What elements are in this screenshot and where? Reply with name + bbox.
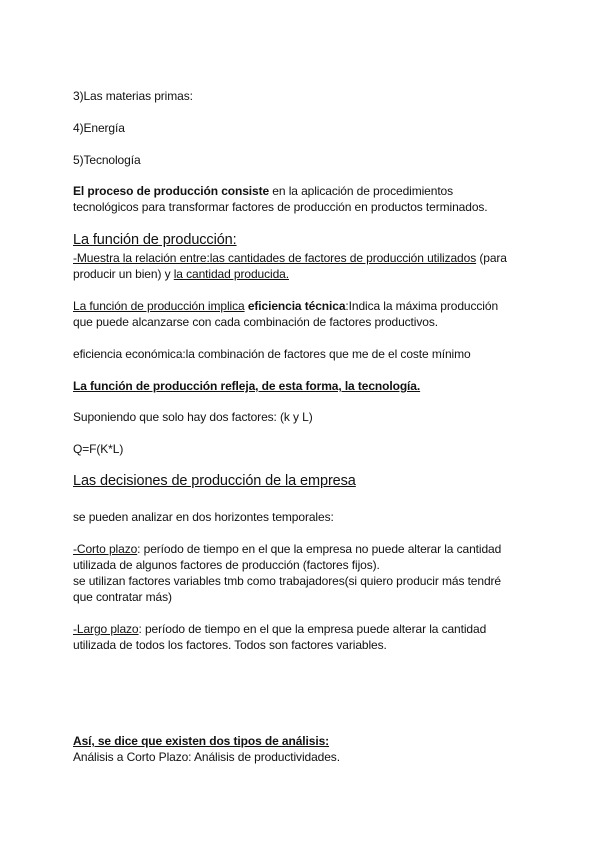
- underlined-phrase: La función de producción implica: [73, 299, 245, 313]
- underlined-phrase: -Muestra la relación entre:las cantidades de factores de producción utilizados: [73, 251, 477, 265]
- paragraph-analisis-corto-plazo: Análisis a Corto Plazo: Análisis de productividades.: [73, 750, 340, 764]
- list-item-energia: 4)Energía: [73, 121, 125, 135]
- paragraph-proceso-line-1: [73, 183, 453, 199]
- paragraph-largo-plazo-line-2: utilizada de todos los factores. Todos son factores variables.: [73, 638, 387, 652]
- heading-tipos-analisis: Así, se dice que existen dos tipos de análisis:: [73, 734, 330, 748]
- paragraph-suponiendo: Suponiendo que solo hay dos factores: (k y L): [73, 410, 313, 424]
- paragraph-muestra-line-2: [73, 266, 289, 282]
- bold-phrase: eficiencia técnica: [247, 299, 346, 313]
- heading-decisiones-produccion: Las decisiones de producción de la empresa: [73, 473, 356, 489]
- paragraph-horizontes: se pueden analizar en dos horizontes temporales:: [73, 510, 334, 524]
- list-item-materias-primas: 3)Las materias primas:: [73, 89, 193, 103]
- text-span: :Indica la máxima producción: [345, 299, 499, 313]
- paragraph-implica-line-1: [73, 298, 498, 314]
- paragraph-muestra-line-1: [73, 250, 507, 266]
- paragraph-proceso-line-2: tecnológicos para transformar factores de producción en productos terminados.: [73, 200, 488, 214]
- text-span: en la aplicación de procedimientos: [269, 184, 454, 198]
- text-span: : período de tiempo en el que la empresa puede alterar la cantidad: [138, 622, 487, 636]
- paragraph-formula: Q=F(K*L): [73, 442, 124, 456]
- paragraph-corto-plazo-line-3: se utilizan factores variables tmb como trabajadores(si quiero producir más tendré: [73, 574, 502, 588]
- paragraph-implica-line-2: que puede alcanzarse con cada combinación de factores productivos.: [73, 315, 438, 329]
- bold-phrase: El proceso de producción consiste: [73, 184, 270, 198]
- underlined-phrase: -Corto plazo: [73, 542, 138, 556]
- heading-funcion-refleja: La función de producción refleja, de esta forma, la tecnología.: [73, 379, 421, 393]
- paragraph-eficiencia-economica: eficiencia económica:la combinación de factores que me de el coste mínimo: [73, 347, 471, 361]
- list-item-tecnologia: 5)Tecnología: [73, 153, 141, 167]
- paragraph-corto-plazo-line-4: que contratar más): [73, 590, 172, 604]
- heading-funcion-produccion: La función de producción:: [73, 232, 237, 248]
- text-span: producir un bien) y: [73, 267, 174, 281]
- text-span: (para: [476, 251, 507, 265]
- paragraph-largo-plazo-line-1: [73, 621, 486, 637]
- underlined-phrase: la cantidad producida.: [173, 267, 289, 281]
- paragraph-corto-plazo-line-2: utilizada de algunos factores de producción (factores fijos).: [73, 558, 380, 572]
- text-span: : período de tiempo en el que la empresa no puede alterar la cantidad: [137, 542, 502, 556]
- underlined-phrase: -Largo plazo: [73, 622, 139, 636]
- paragraph-corto-plazo-line-1: [73, 541, 501, 557]
